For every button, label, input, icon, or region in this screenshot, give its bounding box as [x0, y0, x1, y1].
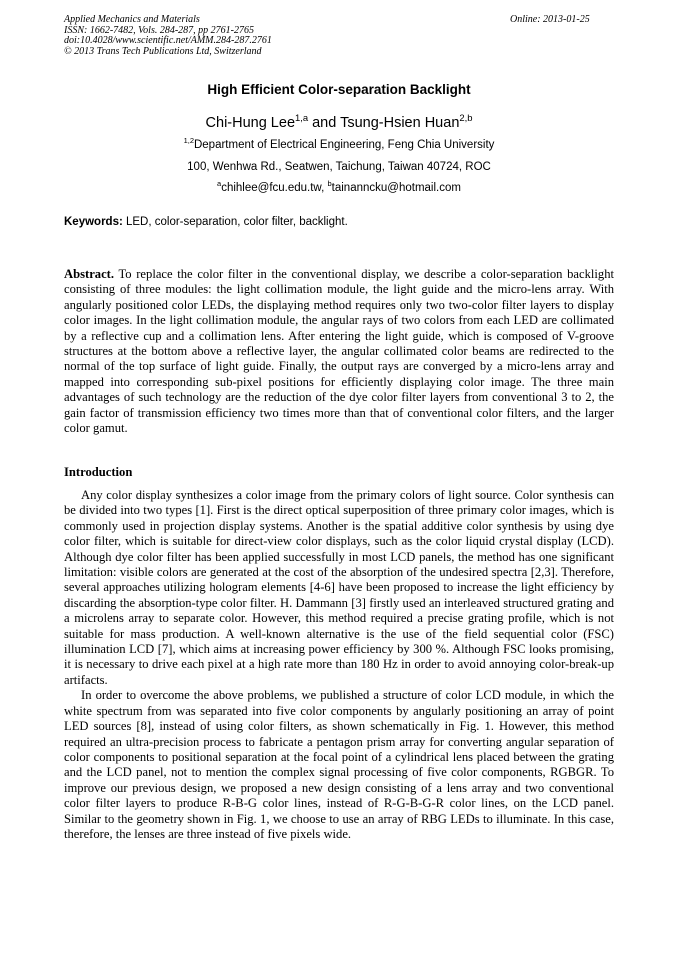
- affiliation-sup: 1,2: [183, 136, 194, 146]
- copyright-line: © 2013 Trans Tech Publications Ltd, Switzerland: [64, 45, 262, 57]
- doi-line: doi:10.4028/www.scientific.net/AMM.284-287.2761: [64, 35, 272, 46]
- intro-paragraph-1: Any color display synthesizes a color image from the primary colors of light source. Color synthesis can be divided into two types [1]. First is the direct optical superposition of three primary color images, which is commonly used in projection display systems. Another is the spatial additive color synthesis by using dye color filter, which is suitable for direct-view color displays, such as the color liquid crystal display (LCD). Although dye color filter has been applied successfully in most LCD panels, the method has one significant limitation: visible colors are generated at the cost of the absorption of the undesired spectra [2,3]. Therefore, several approaches utilizing hologram elements [4-6] have been proposed to increase the light efficiency by discarding the absorption-type color filter. H. Dammann [3] firstly used an interleaved structured grating and a microlens array to separate color. However, this method required a precise grating profile, which is not suitable for mass production. A well-known alternative is the use of the field sequential color (FSC) illumination LCD [7], which aims at increasing power efficiency by 300 %. Although FSC looks promising, it is necessary to drive each pixel at a high rate more than 180 Hz in order to avoid annoying color-break-up artifacts.: [64, 488, 614, 687]
- email-a: chihlee@fcu.edu.tw,: [221, 182, 328, 194]
- abstract-text: To replace the color filter in the conventional display, we describe a color-separation backlight consisting of three modules: the light collimation module, the light guide and the micro-lens array. With angularly positioned color LEDs, the displaying method requires only two two-color filter layers to display color images. In the light collimation module, the angular rays of two colors from each LED are collimated by a reflective cup and a collimation lens. After entering the light guide, which is composed of V-groove structures at the bottom above a reflective layer, the angular collimated color beams are redirected to the normal of the top surface of light guide. Finally, the output rays are converged by a micro-lens array and mapped into corresponding sub-pixel positions for efficiently displaying color image. The three main advantages of such technology are the reduction of the dye color filter layers from conventional 3 to 2, the gain factor of transmission efficiency two times more than that of conventional color filters, and the larger color gamut.: [64, 267, 614, 436]
- intro-paragraph-2: In order to overcome the above problems, we published a structure of color LCD module, in which the white spectrum from was separated into five color components by angularly positioning an array of point LED sources [8], instead of using color filters, as shown schematically in Fig. 1. However, this method required an ultra-precision process to fabricate a pentagon prism array for converting angular separation of color components to positional separation at the focal point of a cylindrical lens placed between the grating and the LCD panel, not to mention the complex signal processing of five color components, RGBGR. To improve our previous design, we proposed a new design consisting of a lens array and two conventional color filter layers to produce R-B-G color lines, instead of R-G-B-G-R color lines, on the LCD panel. Similar to the geometry shown in Fig. 1, we choose to use an array of RBG LEDs to illuminate. In this case, therefore, the lenses are three instead of five pixels wide.: [64, 688, 614, 841]
- email-b-sup: b: [327, 179, 332, 189]
- author-2: Tsung-Hsien Huan: [340, 115, 460, 131]
- author-1: Chi-Hung Lee: [205, 115, 296, 131]
- affiliation-dept-line: [0, 136, 678, 151]
- introduction-body: [64, 488, 614, 842]
- email-line: [0, 179, 678, 194]
- author-line: [0, 112, 678, 131]
- abstract: [64, 267, 614, 436]
- affiliation-dept: Department of Electrical Engineering, Feng Chia University: [193, 139, 495, 151]
- keywords-label: Keywords:: [64, 216, 123, 228]
- author-2-affil: 2,b: [459, 112, 473, 124]
- email-a-sup: a: [217, 179, 222, 189]
- abstract-label: Abstract.: [64, 267, 115, 281]
- affiliation-address: 100, Wenhwa Rd., Seatwen, Taichung, Taiwan 40724, ROC: [187, 161, 491, 173]
- author-conjunction: and: [308, 115, 341, 131]
- email-b: tainanncku@hotmail.com: [331, 182, 461, 194]
- keywords: [64, 216, 348, 228]
- keywords-text: LED, color-separation, color filter, backlight.: [122, 216, 348, 228]
- paper-title: High Efficient Color-separation Backlight: [207, 82, 471, 97]
- section-heading-introduction: Introduction: [64, 465, 133, 479]
- journal-header: [64, 15, 272, 57]
- issn-line: ISSN: 1662-7482, Vols. 284-287, pp 2761-2765: [64, 24, 254, 36]
- author-1-affil: 1,a: [295, 112, 309, 124]
- online-date: Online: 2013-01-25: [510, 14, 590, 25]
- journal-name: Applied Mechanics and Materials: [64, 14, 200, 25]
